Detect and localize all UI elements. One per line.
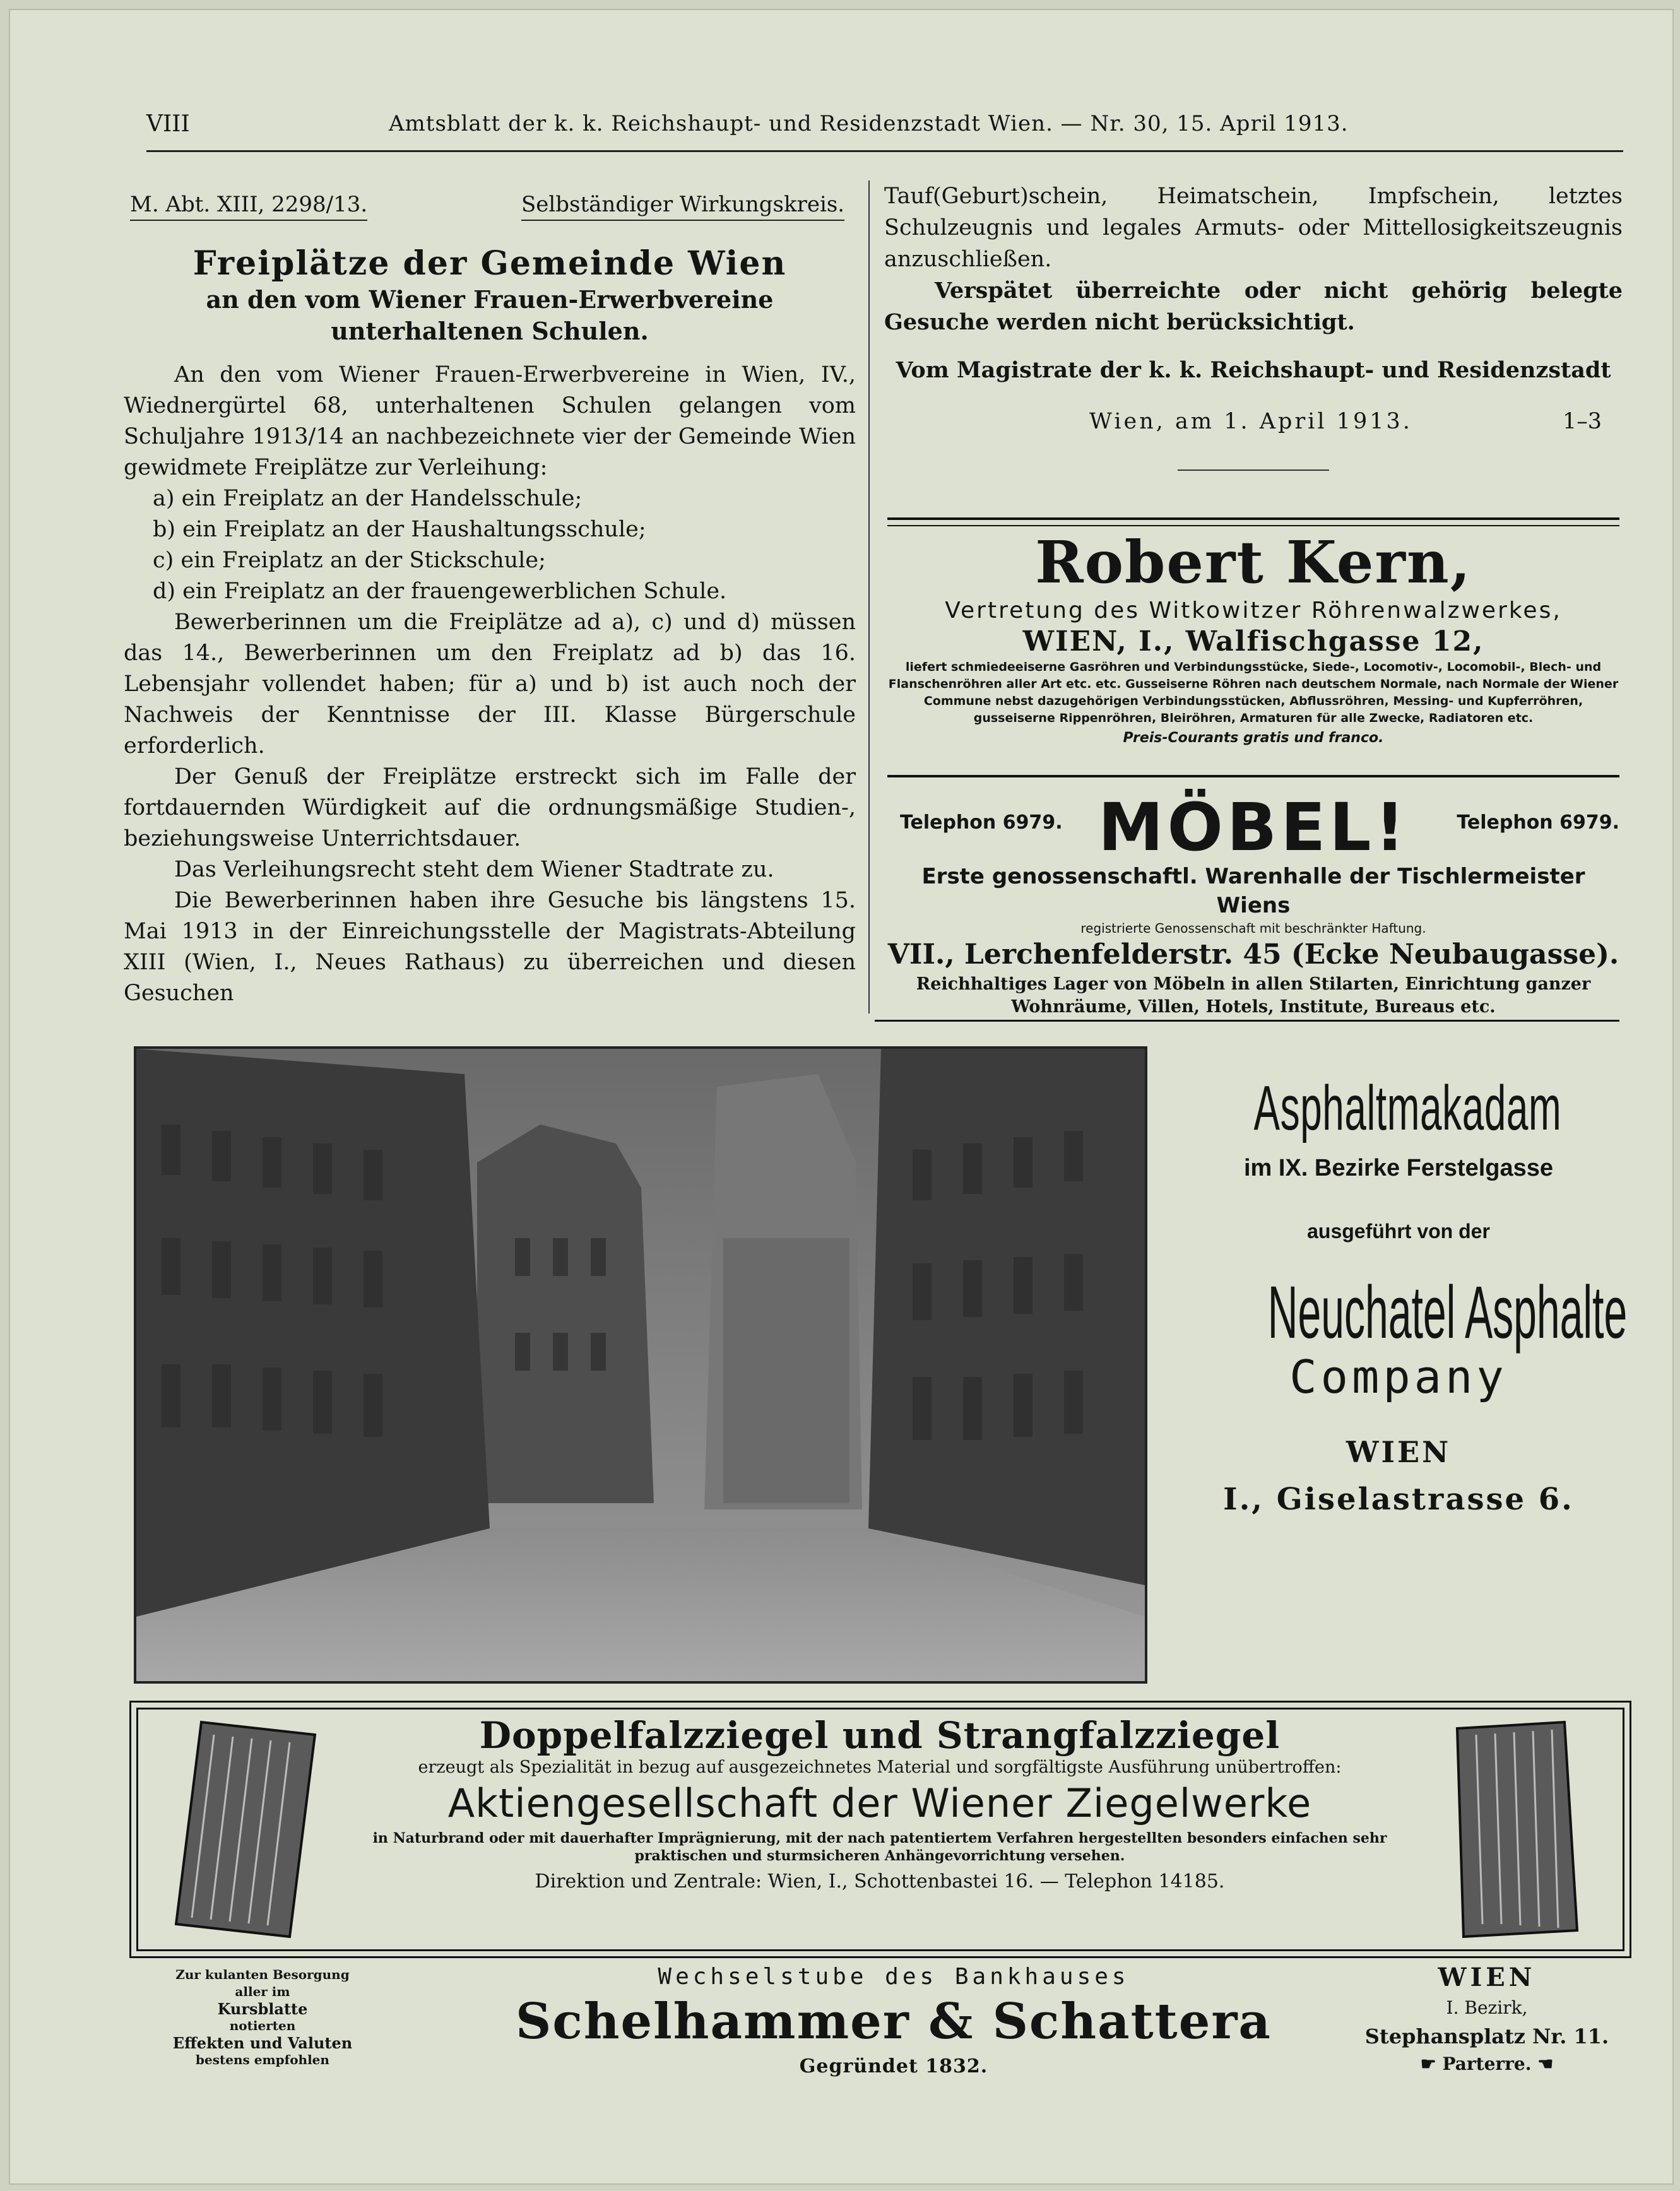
notice-left-column [124, 244, 856, 1009]
page-number: VIII [146, 111, 190, 137]
ad-bank-district: I. Bezirk, [1446, 1997, 1528, 2018]
ad-asphalt-company: Neuchatel Asphalte [1267, 1271, 1628, 1354]
ad-kern-name: Robert Kern, [1035, 528, 1472, 596]
list-item: b) ein Freiplatz an der Haushaltungsschule; [153, 517, 646, 542]
list-item: d) ein Freiplatz an der frauengewerblichen Schule. [153, 579, 727, 604]
ad-bank-address: Stephansplatz Nr. 11. [1364, 2024, 1609, 2048]
ad-mobel-bottom-rule [875, 1020, 1619, 1022]
roof-tile-illustration-left [163, 1716, 321, 1943]
roof-tile-illustration-right [1438, 1716, 1596, 1943]
ad-bank-left-line: Effekten und Valuten [172, 2034, 353, 2052]
short-rule [1178, 470, 1329, 471]
ad-bank-left-line: bestens empfohlen [196, 2052, 329, 2067]
ad-bank-city: WIEN [1438, 1963, 1536, 1992]
notice-paragraph: Die Bewerberinnen haben ihre Gesuche bis längstens 15. Mai 1913 in der Einreichungsstelle der Magistrats-Abteilung XIII (Wien, I., Neues Rathaus) zu überreichen und diesen Gesuchen [124, 888, 856, 1006]
ad-bank-floor-row [1335, 2051, 1638, 2077]
ad-asphalt-address: I., Giselastrasse 6. [1223, 1482, 1574, 1517]
ad-bank-left-line: notierten [229, 2018, 296, 2033]
ad-bank-left [143, 1966, 382, 2069]
header-rule [146, 150, 1623, 152]
notice-continued: Tauf(Geburt)schein, Heimatschein, Impfschein, letztes Schulzeugnis und legales Armuts- oder Mittellosigkeitszeugnis anzuschließen. [884, 184, 1623, 272]
list-item: c) ein Freiplatz an der Stickschule; [153, 548, 546, 573]
ad-mobel-title: MÖBEL! [1098, 789, 1409, 866]
ad-asphalt-title: Asphaltmakadam [1253, 1073, 1562, 1143]
ad-asphalt-line2: ausgeführt von der [1307, 1220, 1490, 1243]
ad-asphalt-company2: Company [1289, 1350, 1508, 1403]
ad-kern-top-rule [887, 517, 1619, 526]
notice-dateline: Wien, am 1. April 1913. [1089, 409, 1412, 434]
ad-bank-top: Wechselstube des Bankhauses [658, 1964, 1130, 1990]
ad-ziegel-text [328, 1713, 1432, 1896]
newspaper-page [9, 9, 1674, 2185]
ad-mobel-line4: Reichhaltiges Lager von Möbeln in allen Stilarten, Einrichtung ganzer Wohnräume, Villen, Hotels, Institute, Bureaus etc. [916, 974, 1591, 1017]
notice-late: Verspätet überreichte oder nicht gehörig belegte Gesuche werden nicht berücksichtigt. [884, 278, 1623, 335]
ad-bank-top-rule [136, 1956, 1621, 1958]
scope-label: Selbständiger Wirkungskreis. [521, 192, 844, 221]
ad-mobel-line1: Erste genossenschaftl. Warenhalle der Tischlermeister Wiens [921, 864, 1585, 918]
ad-asphalt-city: WIEN [1346, 1435, 1452, 1469]
notice-authority: Vom Magistrate der k. k. Reichshaupt- und Residenzstadt [896, 357, 1611, 383]
ad-mobel-tel-right: Telephon 6979. [1457, 812, 1619, 834]
pointing-hand-icon: ☛ [1420, 2053, 1443, 2074]
column-divider [868, 180, 870, 1013]
notice-right-column [884, 180, 1623, 386]
pointing-hand-icon: ☚ [1531, 2053, 1554, 2074]
notice-subheading: an den vom Wiener Frauen-Erwerbvereine unterhaltenen Schulen. [206, 285, 774, 345]
ad-mobel-line2: registrierte Genossenschaft mit beschränkter Haftung. [1080, 921, 1426, 936]
page-title: Amtsblatt der k. k. Reichshaupt- und Residenzstadt Wien. — Nr. 30, 15. April 1913. [389, 111, 1349, 136]
ad-bank-left-line: aller im [235, 1984, 290, 1999]
ad-bank-floor: Parterre. [1442, 2053, 1532, 2074]
ad-bank-left-line: Zur kulanten Besorgung [175, 1967, 350, 1982]
ad-bank-center [414, 1961, 1373, 2082]
ad-mobel-line3: VII., Lerchenfelderstr. 45 (Ecke Neubaugasse). [887, 938, 1619, 971]
line-reference: 1–3 [1563, 409, 1602, 434]
notice-paragraph: Der Genuß der Freiplätze erstreckt sich im Falle der fortdauernden Würdigkeit auf die ordnungsmäßige Studien-, beziehungsweise Unterrichtsdauer. [124, 764, 856, 851]
notice-heading: Freiplätze der Gemeinde Wien [192, 244, 787, 283]
ad-bank-founded: Gegründet 1832. [799, 2055, 988, 2077]
ad-kern-line2: WIEN, I., Walfischgasse 12, [1022, 625, 1484, 658]
file-number: M. Abt. XIII, 2298/13. [130, 192, 367, 221]
ad-bank-left-line: Kursblatte [217, 2000, 308, 2018]
notice-paragraph: Das Verleihungsrecht steht dem Wiener Stadtrate zu. [174, 857, 774, 882]
page-header [10, 105, 1672, 145]
ad-kern [887, 528, 1619, 750]
ad-kern-details: liefert schmiedeeiserne Gasröhren und Verbindungsstücke, Siede-, Locomotiv-, Locomobil-, Blech- und Flanschenröhren aller Art etc. etc. Gusseiserne Röhren nach deutschem Normale, nach Normale der Wiener Commune nebst dazugehörigen Verbindungsstücken, Abflussröhren, Messing- und Kupferröhren, gusseiserne Rippenröhren, Bleiröhren, Armaturen für alle Zwecke, Radiatoren etc. [888, 660, 1619, 725]
ad-kern-line1: Vertretung des Witkowitzer Röhrenwalzwerkes, [945, 598, 1562, 623]
street-photo [134, 1046, 1147, 1684]
list-item: a) ein Freiplatz an der Handelsschule; [153, 486, 583, 511]
ad-bank-name: Schelhammer & Schattera [516, 1993, 1272, 2050]
freeplace-list [124, 483, 856, 607]
ad-ziegel-company: Aktiengesellschaft der Wiener Ziegelwerke [447, 1780, 1312, 1826]
ad-asphalt-line1: im IX. Bezirke Ferstelgasse [1243, 1155, 1554, 1181]
ad-ziegel-line3: Direktion und Zentrale: Wien, I., Schottenbastei 16. — Telephon 14185. [535, 1870, 1225, 1893]
notice-intro: An den vom Wiener Frauen-Erwerbvereine in Wien, IV., Wiednergürtel 68, unterhaltenen Schulen gelangen vom Schuljahre 1913/14 an nachbezeichnete vier der Gemeinde Wien gewidmete Freiplätze zur Verleihung: [124, 362, 856, 480]
ad-asphalt [1165, 1070, 1632, 1517]
ad-mobel [887, 789, 1619, 1019]
ad-bank-right [1335, 1961, 1638, 2077]
ad-kern-bottom-rule [887, 775, 1619, 777]
street-photo-illustration [136, 1049, 1145, 1681]
ad-kern-prices: Preis-Courants gratis und franco. [1123, 730, 1384, 746]
ad-ziegel-line2: in Naturbrand oder mit dauerhafter Imprägnierung, mit der nach patentiertem Verfahren hergestellten besonders einfachen sehr praktischen und sturmsicheren Anhängevorrichtung versehen. [372, 1830, 1387, 1864]
ad-ziegel-line1: erzeugt als Spezialität in bezug auf ausgezeichnetes Material und sorgfältigste Ausführung unübertroffen: [418, 1757, 1342, 1777]
ad-mobel-tel-left: Telephon 6979. [900, 812, 1063, 834]
notice-paragraph: Bewerberinnen um die Freiplätze ad a), c) und d) müssen das 14., Bewerberinnen um den Freiplatz ad b) das 16. Lebensjahr vollendet haben; für a) und b) ist auch noch der Nachweis der Kenntnisse der III. Klasse Bürgerschule erforderlich. [124, 610, 856, 759]
ad-ziegel [136, 1708, 1624, 1951]
ad-ziegel-title: Doppelfalzziegel und Strangfalzziegel [479, 1714, 1281, 1757]
